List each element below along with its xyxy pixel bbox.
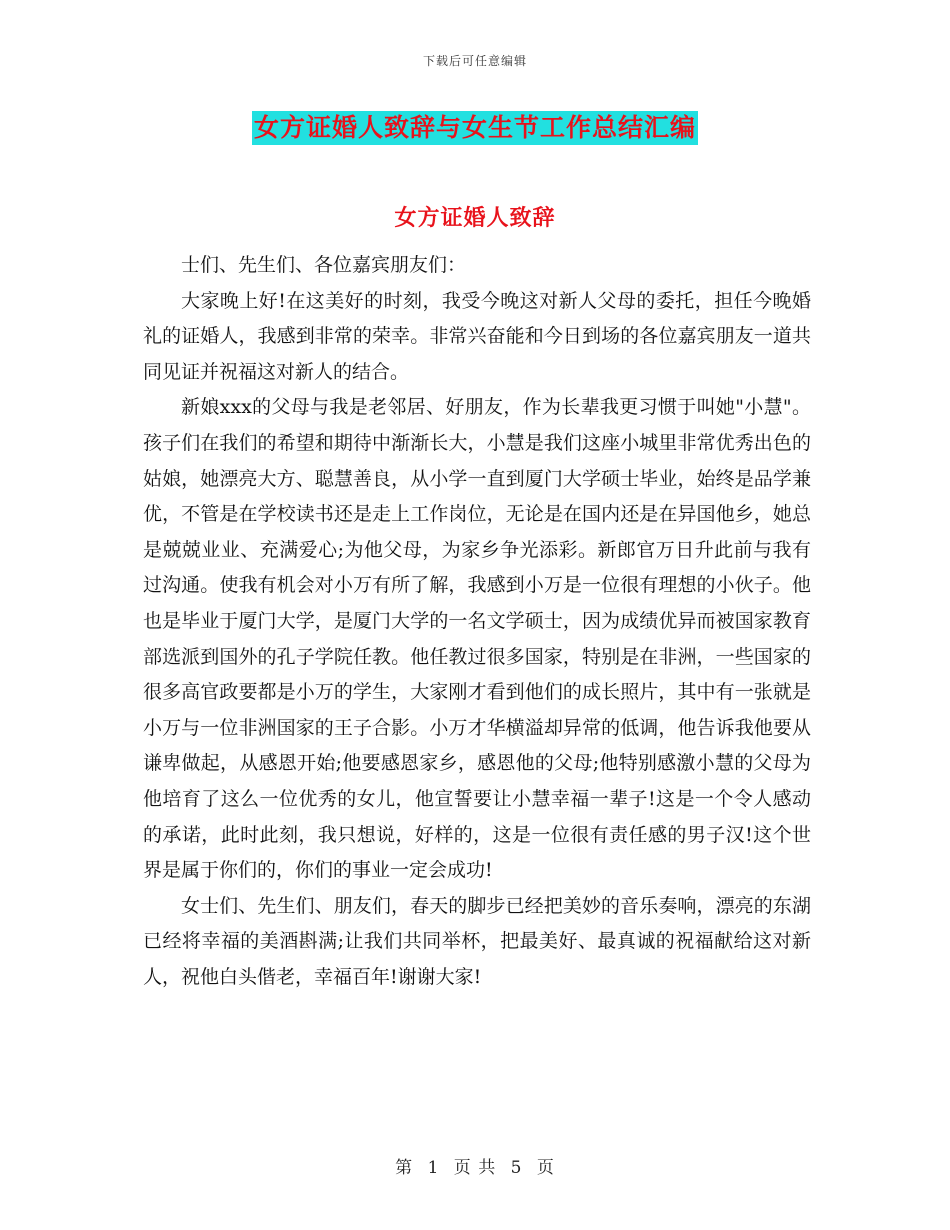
- page-footer: [0, 1153, 950, 1178]
- paragraph-greeting: 大家晚上好!在这美好的时刻，我受今晚这对新人父母的委托，担任今晚婚礼的证婚人，我感到非常的荣幸。非常兴奋能和今日到场的各位嘉宾朋友一道共同见证并祝福这对新人的结合。: [143, 289, 811, 383]
- footer-middle: 页 共: [453, 1158, 497, 1178]
- paragraph-salutation: 士们、先生们、各位嘉宾朋友们：: [181, 254, 467, 276]
- footer-prefix: 第: [395, 1158, 414, 1178]
- document-body: [143, 248, 811, 995]
- paragraph-toast: 女士们、先生们、朋友们，春天的脚步已经把美妙的音乐奏响，漂亮的东湖已经将幸福的美酒斟满;让我们共同举杯，把最美好、最真诚的祝福献给这对新人，祝他白头偕老，幸福百年!谢谢大家!: [143, 894, 811, 988]
- header-note: 下载后可任意编辑: [422, 54, 527, 68]
- paragraph-main: 新娘xxx的父母与我是老邻居、好朋友，作为长辈我更习惯于叫她"小慧"。孩子们在我们的希望和期待中渐渐长大，小慧是我们这座小城里非常优秀出色的姑娘，她漂亮大方、聪慧善良，从小学一直到厦门大学硕士毕业，始终是品学兼优，不管是在学校读书还是走上工作岗位，无论是在国内还是在异国他乡，她总是兢兢业业、充满爱心;为他父母，为家乡争光添彩。新郎官万日升此前与我有过沟通。使我有机会对小万有所了解，我感到小万是一位很有理想的小伙子。他也是毕业于厦门大学，是厦门大学的一名文学硕士，因为成绩优异而被国家教育部选派到国外的孔子学院任教。他任教过很多国家，特别是在非洲，一些国家的很多高官政要都是小万的学生，大家刚才看到他们的成长照片，其中有一张就是小万与一位非洲国家的王子合影。小万才华横溢却异常的低调，他告诉我他要从谦卑做起，从感恩开始;他要感恩家乡，感恩他的父母;他特别感激小慧的父母为他培育了这么一位优秀的女儿，他宣誓要让小慧幸福一辈子!这是一个令人感动的承诺，此时此刻，我只想说，好样的，这是一位很有责任感的男子汉!这个世界是属于你们的，你们的事业一定会成功!: [143, 396, 811, 882]
- main-title-container: [0, 111, 950, 145]
- footer-total-pages: 5: [510, 1158, 523, 1178]
- footer-current-page: 1: [427, 1158, 440, 1178]
- footer-suffix: 页: [536, 1158, 555, 1178]
- document-title: 女方证婚人致辞与女生节工作总结汇编: [252, 111, 698, 145]
- section-title: 女方证婚人致辞: [394, 205, 556, 231]
